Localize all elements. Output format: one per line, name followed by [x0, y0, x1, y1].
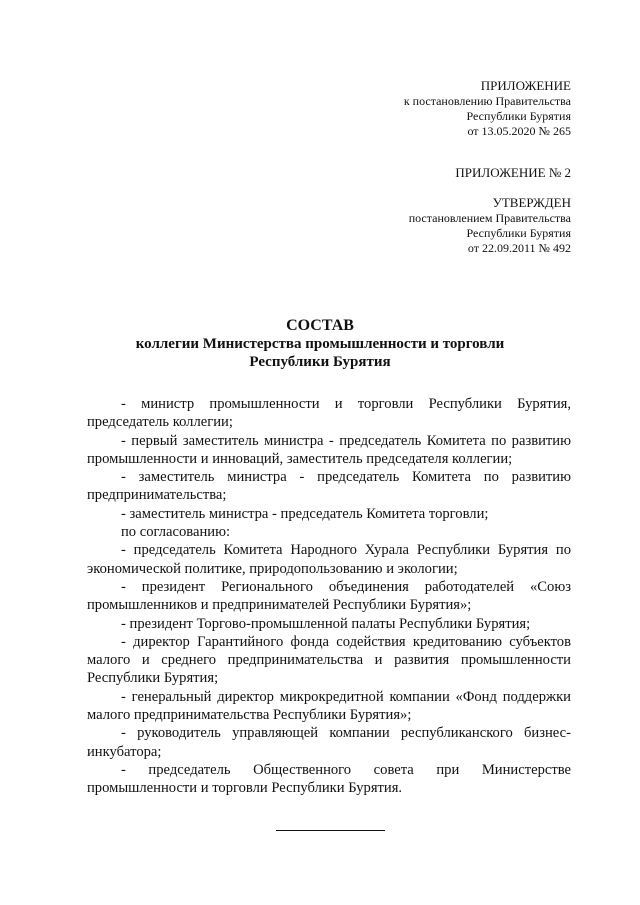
agreement-note: по согласованию:	[121, 524, 231, 541]
appendix-line: от 13.05.2020 № 265	[467, 124, 571, 138]
member-item: - председатель Общественного совета при Министерстве промышленности и торговли Республики Бурятия.	[87, 761, 571, 797]
title-line: коллегии Министерства промышленности и торговли	[135, 336, 505, 352]
appendix-line: к постановлению Правительства	[403, 94, 571, 108]
member-item: - первый заместитель министра - председатель Комитета по развитию промышленности и инноваций, заместитель председателя коллегии;	[87, 432, 571, 467]
appendix-line: Республики Бурятия	[466, 109, 571, 123]
members-list	[87, 395, 571, 798]
appendix-title: ПРИЛОЖЕНИЕ	[480, 78, 571, 93]
document-title	[0, 317, 640, 371]
title-main: СОСТАВ	[286, 317, 354, 334]
title-line: Республики Бурятия	[249, 354, 391, 370]
member-item: - президент Торгово-промышленной палаты Республики Бурятия;	[121, 615, 531, 632]
member-item: - руководитель управляющей компании республиканского бизнес-инкубатора;	[87, 725, 571, 760]
closing-divider	[276, 830, 385, 831]
member-item: - генеральный директор микрокредитной компании «Фонд поддержки малого предпринимательства Республики Бурятия»;	[87, 688, 571, 724]
appendix-2-header	[455, 165, 571, 181]
approved-line: Республики Бурятия	[466, 226, 571, 240]
approved-line: от 22.09.2011 № 492	[467, 241, 571, 255]
approved-title: УТВЕРЖДЕН	[492, 195, 571, 210]
member-item: - заместитель министра - председатель Комитета торговли;	[121, 505, 489, 522]
member-item: - министр промышленности и торговли Республики Бурятия, председатель коллегии;	[87, 396, 571, 431]
appendix-header	[404, 78, 571, 139]
member-item: - директор Гарантийного фонда содействия кредитованию субъектов малого и среднего предпринимательства и развития промышленности Республики Бурятия;	[87, 633, 571, 687]
approved-header	[409, 195, 571, 256]
member-item: - заместитель министра - председатель Комитета по развитию предпринимательства;	[87, 469, 571, 504]
member-item: - президент Регионального объединения работодателей «Союз промышленников и предпринимателей Республики Бурятия»;	[87, 578, 571, 614]
approved-line: постановлением Правительства	[408, 211, 571, 225]
appendix-2-title: ПРИЛОЖЕНИЕ № 2	[455, 165, 571, 180]
member-item: - председатель Комитета Народного Хурала Республики Бурятия по экономической политике, природопользованию и экологии;	[87, 542, 571, 577]
